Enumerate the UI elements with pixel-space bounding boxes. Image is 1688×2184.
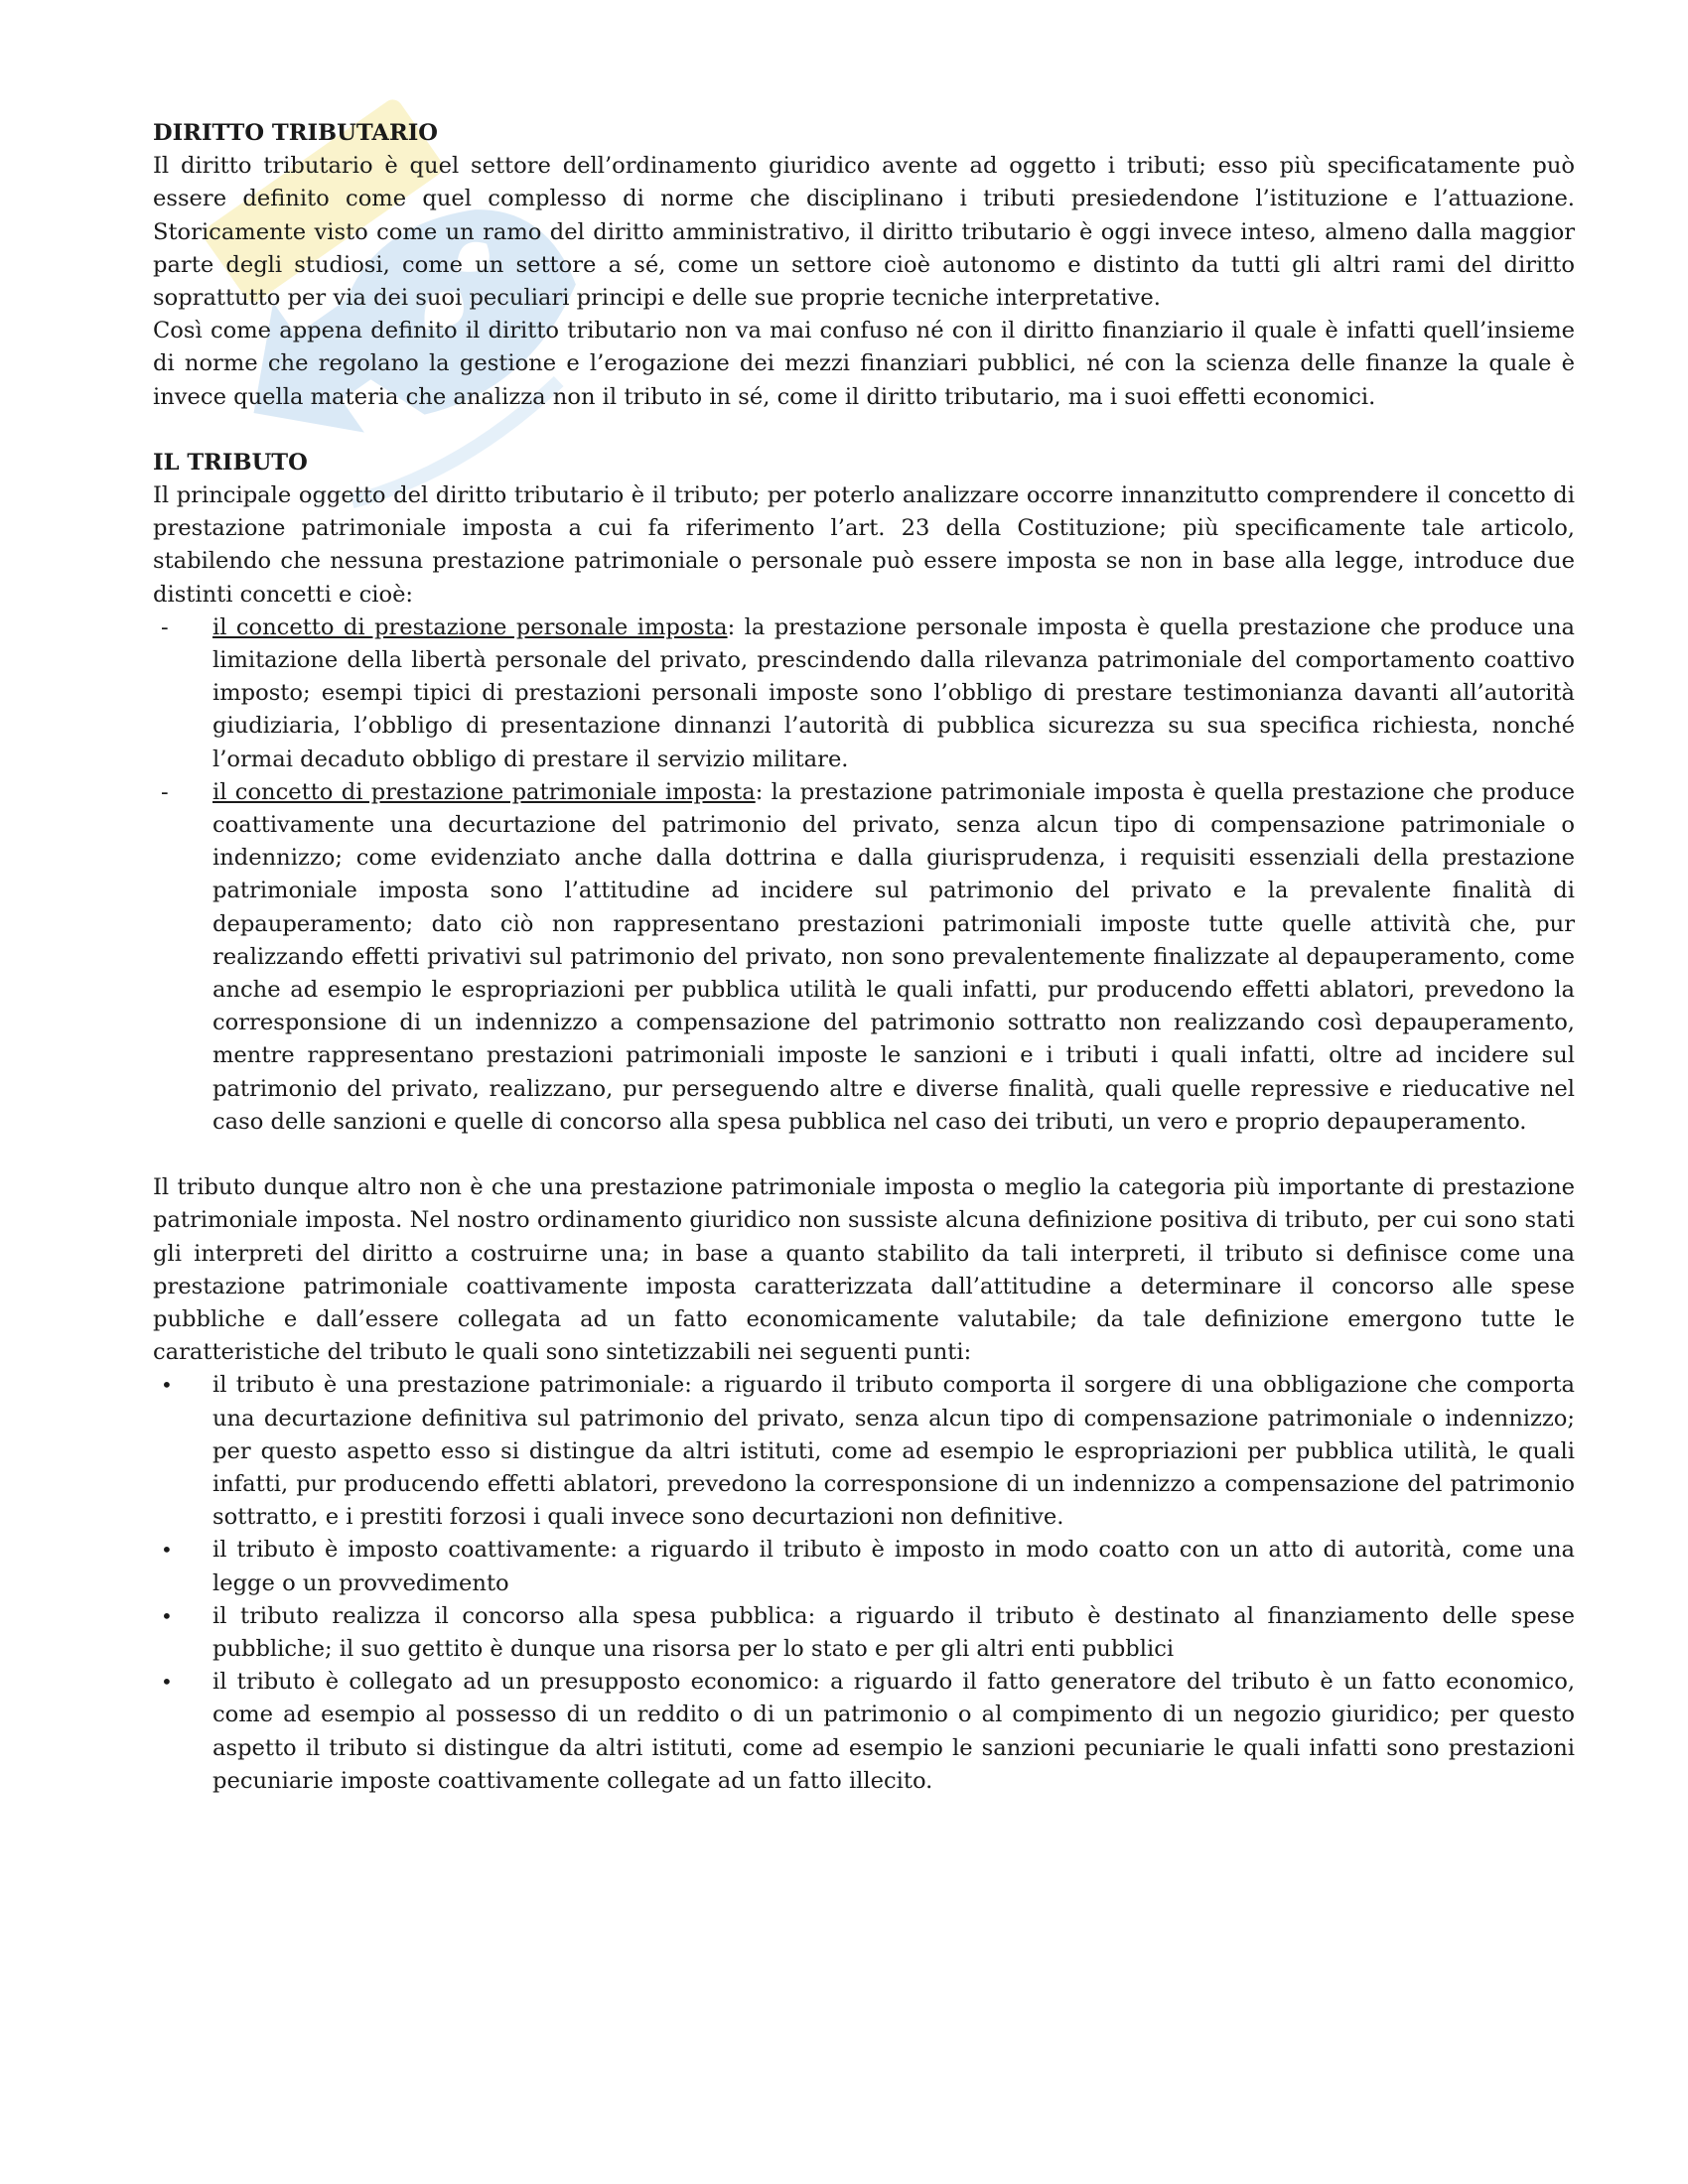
concept-term: il concetto di prestazione personale imposta bbox=[212, 614, 728, 640]
list-item bbox=[153, 776, 1575, 1139]
bullet-marker: • bbox=[161, 1603, 173, 1628]
paragraph: Il tributo dunque altro non è che una prestazione patrimoniale imposta o meglio la categoria più importante di prestazione patrimoniale imposta. Nel nostro ordinamento giuridico non sussiste alcuna definizione positiva di tributo, per cui sono stati gli interpreti del diritto a costruirne una; in base a quanto stabilito da tali interpreti, il tributo si definisce come una prestazione patrimoniale coattivamente imposta caratterizzata dall’attitudine a determinare il concorso alle spese pubbliche e dall’essere collegata ad un fatto economicamente valutabile; da tale definizione emergono tutte le caratteristiche del tributo le quali sono sintetizzabili nei seguenti punti: bbox=[153, 1174, 1575, 1366]
paragraph: Il diritto tributario è quel settore dell’ordinamento giuridico avente ad oggetto i tributi; esso più specificatamente può essere definito come quel complesso di norme che disciplinano i tributi presiedendone l’istituzione e l’attuazione. Storicamente visto come un ramo del diritto amministrativo, il diritto tributario è oggi invece inteso, almeno dalla maggior parte degli studiosi, come un settore a sé, come un settore cioè autonomo e distinto da tutti gli altri rami del diritto soprattutto per via dei suoi peculiari principi e delle sue proprie tecniche interpretative. bbox=[153, 153, 1575, 312]
paragraph: Così come appena definito il diritto tributario non va mai confuso né con il diritto finanziario il quale è infatti quell’insieme di norme che regolano la gestione e l’erogazione dei mezzi finanziari pubblici, né con la scienza delle finanze la quale è invece quella materia che analizza non il tributo in sé, come il diritto tributario, ma i suoi effetti economici. bbox=[153, 318, 1575, 410]
list-item bbox=[153, 612, 1575, 776]
concept-text: : la prestazione patrimoniale imposta è quella prestazione che produce coattivamente una decurtazione del patrimonio del privato, senza alcun tipo di compensazione patrimoniale o indennizzo; come evidenziato anche dalla dottrina e dalla giurisprudenza, i requisiti essenziali della prestazione patrimoniale imposta sono l’attitudine ad incidere sul patrimonio del privato e la prevalente finalità di depauperamento; dato ciò non rappresentano prestazioni patrimoniali imposte tutte quelle attività che, pur realizzando effetti privativi sul patrimonio del privato, non sono prevalentemente finalizzate al depauperamento, come anche ad esempio le espropriazioni per pubblica utilità le quali infatti, pur producendo effetti ablatori, prevedono la corresponsione di un indennizzo a compensazione del patrimonio sottratto non realizzando così depauperamento, mentre rappresentano prestazioni patrimoniali imposte le sanzioni e i tributi i quali infatti, oltre ad incidere sul patrimonio del privato, realizzano, pur perseguendo altre e diverse finalità, quali quelle repressive e rieducative nel caso delle sanzioni e quelle di concorso alla spesa pubblica nel caso dei tributi, un vero e proprio depauperamento. bbox=[212, 778, 1575, 1135]
characteristic-text: il tributo è imposto coattivamente: a riguardo il tributo è imposto in modo coatto con un atto di autorità, come una legge o un provvedimento bbox=[212, 1537, 1575, 1596]
characteristics-list bbox=[153, 1369, 1575, 1798]
concept-term: il concetto di prestazione patrimoniale imposta bbox=[212, 778, 756, 805]
characteristic-text: il tributo è una prestazione patrimoniale: a riguardo il tributo comporta il sorgere di una obbligazione che comporta una decurtazione definitiva sul patrimonio del privato, senza alcun tipo di compensazione patrimoniale o indennizzo; per questo aspetto esso si distingue da altri istituti, come ad esempio le espropriazioni per pubblica utilità, le quali infatti, pur producendo effetti ablatori, prevedono la corresponsione di un indennizzo a compensazione del patrimonio sottratto, e i prestiti forzosi i quali invece sono decurtazioni non definitive. bbox=[212, 1372, 1575, 1531]
concept-text: : la prestazione personale imposta è quella prestazione che produce una limitazione della libertà personale del privato, prescindendo dalla rilevanza patrimoniale del comportamento coattivo imposto; esempi tipici di prestazioni personali imposte sono l’obbligo di prestare testimonianza davanti all’autorità giudiziaria, l’obbligo di presentazione dinnanzi l’autorità di pubblica sicurezza su sua specifica richiesta, nonché l’ormai decaduto obbligo di prestare il servizio militare. bbox=[212, 614, 1575, 772]
bullet-marker: • bbox=[161, 1373, 173, 1398]
dash-marker: - bbox=[161, 614, 169, 640]
dash-marker: - bbox=[161, 778, 169, 805]
document-body bbox=[153, 117, 1575, 1798]
bullet-marker: • bbox=[161, 1670, 173, 1695]
list-item bbox=[153, 1600, 1575, 1666]
list-item bbox=[153, 1534, 1575, 1599]
characteristic-text: il tributo è collegato ad un presupposto economico: a riguardo il fatto generatore del tributo è un fatto economico, come ad esempio al possesso di un reddito o di un patrimonio o al compimento di un negozio giuridico; per questo aspetto il tributo si distingue da altri istituti, come ad esempio le sanzioni pecuniarie le quali infatti sono prestazioni pecuniarie imposte coattivamente collegate ad un fatto illecito. bbox=[212, 1669, 1575, 1794]
paragraph: Il principale oggetto del diritto tributario è il tributo; per poterlo analizzare occorre innanzitutto comprendere il concetto di prestazione patrimoniale imposta a cui fa riferimento l’art. 23 della Costituzione; più specificamente tale articolo, stabilendo che nessuna prestazione patrimoniale o personale può essere imposta se non in base alla legge, introduce due distinti concetti e cioè: bbox=[153, 482, 1575, 608]
list-item bbox=[153, 1369, 1575, 1534]
section-heading-il-tributo: IL TRIBUTO bbox=[153, 449, 308, 476]
list-item bbox=[153, 1666, 1575, 1798]
section-heading-diritto-tributario: DIRITTO TRIBUTARIO bbox=[153, 120, 438, 146]
concepts-list bbox=[153, 612, 1575, 1139]
characteristic-text: il tributo realizza il concorso alla spesa pubblica: a riguardo il tributo è destinato al finanziamento delle spese pubbliche; il suo gettito è dunque una risorsa per lo stato e per gli altri enti pubblici bbox=[212, 1602, 1575, 1662]
bullet-marker: • bbox=[161, 1538, 173, 1563]
